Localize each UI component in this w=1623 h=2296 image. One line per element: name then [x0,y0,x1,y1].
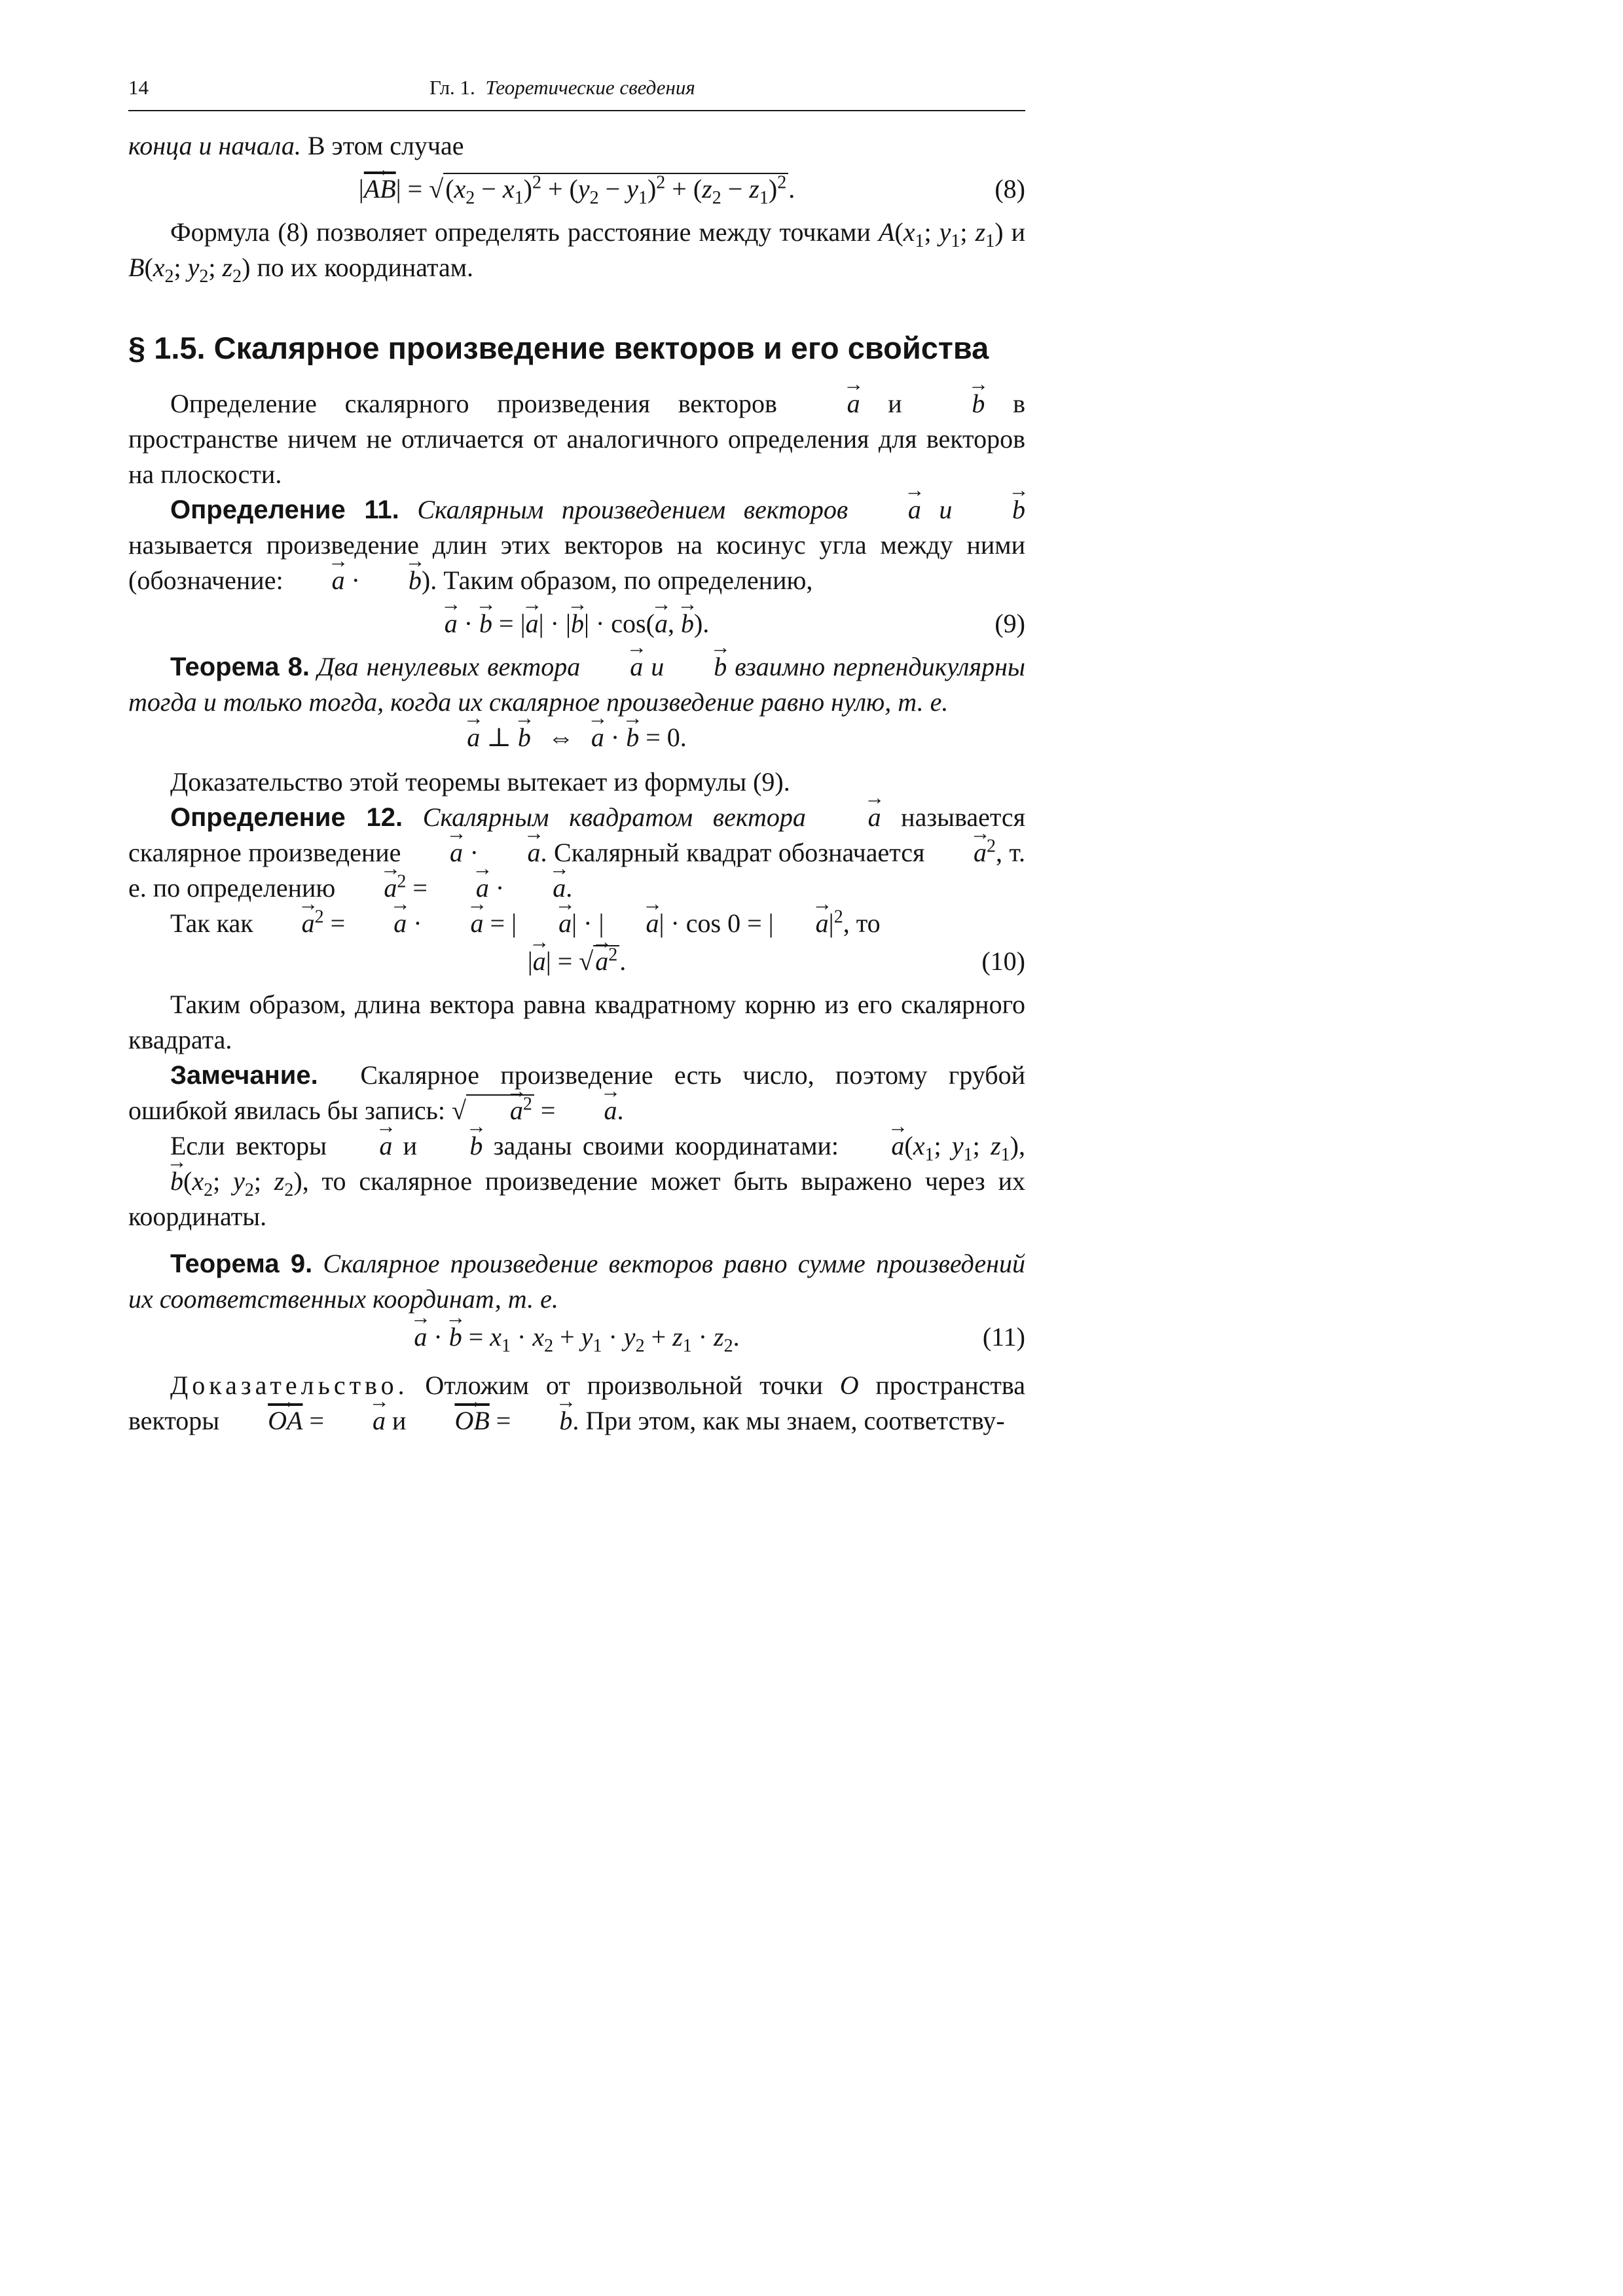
running-header [128,71,1025,111]
paragraph-proof-9: Доказательство. Отложим от произвольной точки O пространства векторы → $\overline{OA}$ = → a $и \to \overline{OB}$ = → b. При этом, как мы знаем, соответству- [128,1368,1025,1439]
sqrt-sign: √ [429,174,444,204]
definition-11: Определение 11. Скалярным произведением векторов → a и → b называется произведение длин этих векторов на косинус угла между ними (обозначение: → a · → b). Таким образом, по определению, [128,492,1025,598]
remark: Замечание. Скалярное произведение есть число, поэтому грубой ошибкой явилась бы запись: √ → $a^2$ = → a. [128,1058,1025,1128]
equation-9 [128,606,1025,641]
equation-8: |→ $\overline{AB}| = √(x_2 - x_1)^2 + (y_2 - y_1)^2 + (z_2 - z_1)^2$. (8) [128,171,1025,207]
paragraph-intro: конца и начала. В этом случае [128,131,464,160]
equation-10-body: |→ a| = √→ $a^2$. [528,946,627,976]
equation-10 [128,944,1025,979]
equation-9-body: → a · → b = |→ a| · |→ b| · cos(→ a, → b). [445,609,710,638]
equation-10-number: (10) [981,946,1025,976]
equation-11-number: (11) [982,1322,1025,1352]
page-number: 14 [128,76,149,99]
paragraph-proof-8: Доказательство этой теоремы вытекает из формулы (9). [170,767,790,797]
paragraph-coordinates: Если векторы → a и → b заданы своими координатами: → $a(x_1$; $y_1$; $z_1$), → $b(x_2$; $y_2$; $z_2$), то скалярное произведение может быть выражено через их координаты. [128,1128,1025,1234]
equation-8-lhs: |→ $\overline{AB}|$ = [359,174,429,204]
theorem-9: Теорема 9. Скалярное произведение векторов равно сумме произведений их соответственных координат, т. е. [128,1249,1025,1314]
equation-perpendicular-body: → a ⊥ → b ⇔ → a · → b = 0. [467,723,687,752]
equation-8-number: (8) [994,174,1025,204]
paragraph-length: Таким образом, длина вектора равна квадратному корню из его скалярного квадрата. [128,990,1025,1054]
section-title: § 1.5. Скалярное произведение векторов и его свойства [128,331,989,365]
theorem-8: Теорема 8. Два ненулевых вектора → a и → b взаимно перпендикулярны тогда и только тогда, когда их скалярное произведение равно нулю, т. е. [128,649,1025,720]
equation-11-body: → a · → $b = x_1 \cdot x_2 + y_1 \cdot y_2 + z_1 \cdot z_2$. [414,1322,739,1352]
definition-12: Определение 12. Скалярным квадратом вектора → a называется скалярное произведение → a · → a. Скалярный квадрат обозначается → $a^2$, т. е. по определению → $a^2$ = → a · → a. [128,800,1025,906]
running-title: Гл. 1. Теоретические сведения [429,76,695,99]
paragraph-formula-8: Формула (8) позволяет определять расстояние между точками $A(x_1$; $y_1$; $z_1$) и $B(x_2$; $y_2$; $z_2$) по их координатам. [128,217,1025,287]
paragraph-since: Так как → $a^2$ = → a · → a = | → a| · | → a| · cos 0 = | → $a|^2$, то [128,906,1025,941]
equation-8-radicand: $(x_2 - x_1)^2 + (y_2 - y_1)^2 + (z_2 - z_1)^2$ [443,173,788,204]
equation-9-number: (9) [994,609,1025,638]
equation-11 [128,1319,1025,1355]
paragraph-definition-intro: Определение скалярного произведения векторов → a и → b в пространстве ничем не отличается от аналогичного определения для векторов на плоскости. [128,386,1025,492]
book-page [128,71,1025,1439]
equation-perpendicular [128,720,1025,755]
